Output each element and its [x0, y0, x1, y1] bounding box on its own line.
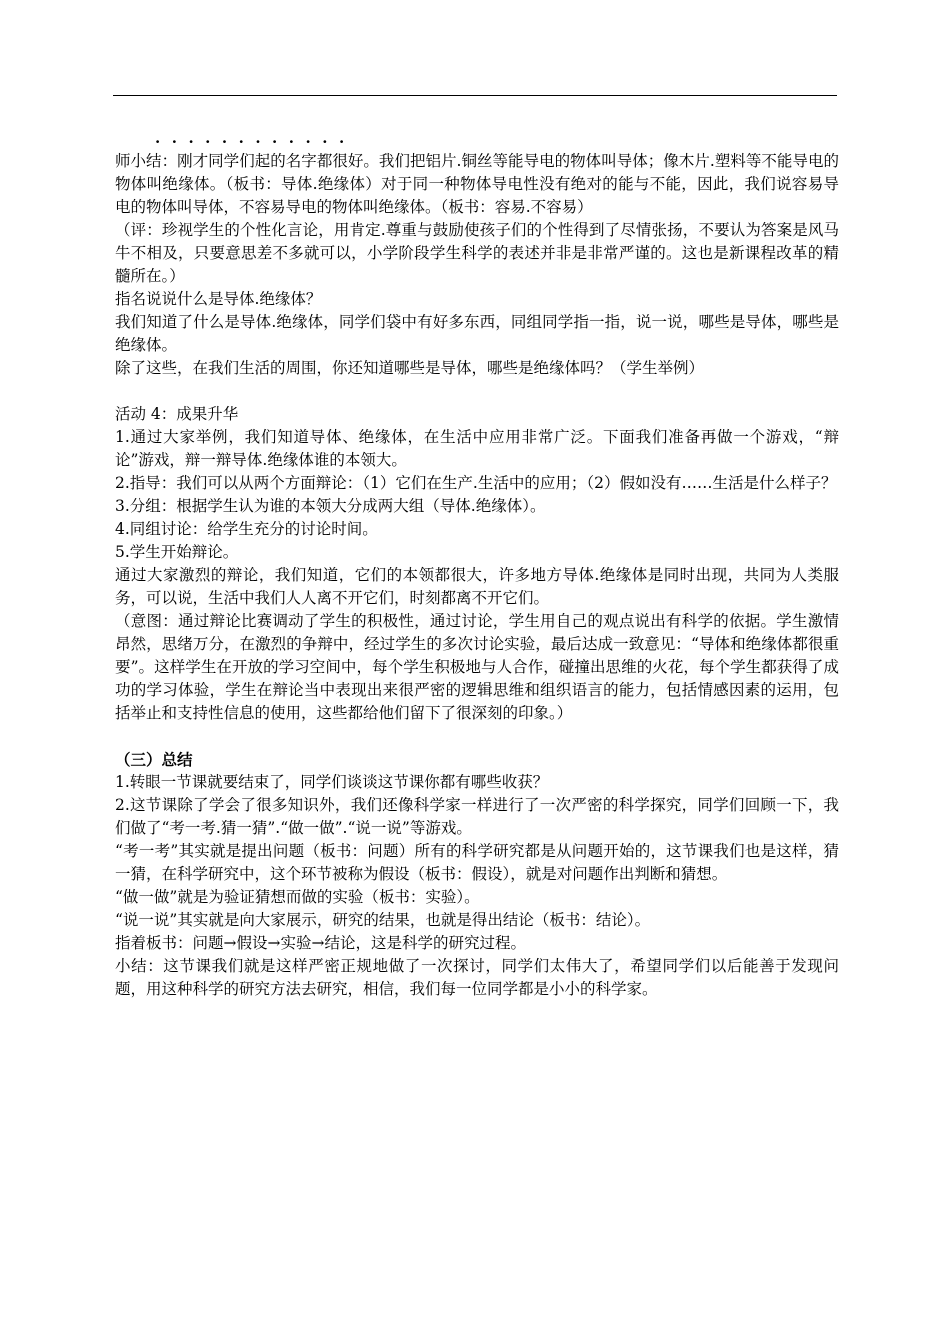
section-title: （三）总结 — [115, 750, 193, 769]
list-item-3: 3.分组：根据学生认为谁的本领大分成两大组（导体.绝缘体）。 — [115, 497, 546, 515]
paragraph-ask: “考一考”其实就是提出问题（板书：问题）所有的科学研究都是从问题开始的，这节课我们也是这样，猜一猜，在科学研究中，这个环节被称为假设（板书：假设），就是对问题作出判断和猜想。 — [115, 842, 839, 883]
emphasis-dots: ............ — [155, 129, 356, 147]
list-item-1: 1.通过大家举例，我们知道导体、绝缘体，在生活中应用非常广泛。下面我们准备再做一个游戏，“辩论”游戏，辩一辩导体.绝缘体谁的本领大。 — [115, 428, 839, 469]
paragraph-gap — [115, 380, 839, 403]
paragraph-board-process: 指着板书：问题→假设→实验→结论，这是科学的研究过程。 — [115, 934, 526, 952]
list-item-5: 5.学生开始辩论。 — [115, 543, 239, 561]
paragraph-group-activity: 我们知道了什么是导体.绝缘体，同学们袋中有好多东西，同组同学指一指，说一说，哪些是导体，哪些是绝缘体。 — [115, 313, 839, 354]
paragraph-comment: （评：珍视学生的个性化言论，用肯定.尊重与鼓励使孩子们的个性得到了尽情张扬，不要认为答案是风马牛不相及，只要意思差不多就可以，小学阶段学生科学的表述并非是非常严谨的。这也是新课程改革的精髓所在。） — [115, 221, 839, 285]
activity-heading: 活动 4：成果升华 — [115, 405, 239, 423]
paragraph-question: 指名说说什么是导体.绝缘体？ — [115, 290, 322, 308]
paragraph-gap — [115, 725, 839, 748]
paragraph-final-summary: 小结：这节课我们就是这样严密正规地做了一次探讨，同学们太伟大了，希望同学们以后能善于发现问题，用这种科学的研究方法去研究，相信，我们每一位同学都是小小的科学家。 — [115, 957, 839, 998]
paragraph-teacher-summary: 师小结：刚才同学们起的名字都很好。我们把铝片.铜丝等能导电的物体叫导体；像木片.塑料等不能导电的物体叫绝缘体。（板书：导体.绝缘体）对于同一种物体导电性没有绝对的能与不能，因此，我们说容易导电的物体叫导体，不容易导电的物体叫绝缘体。（板书：容易.不容易） — [115, 152, 839, 216]
paragraph-intent: （意图：通过辩论比赛调动了学生的积极性，通过讨论，学生用自己的观点说出有科学的依据。学生激情昂然，思绪万分，在激烈的争辩中，经过学生的多次讨论实验，最后达成一致意见：“导体和绝缘体都很重要”。这样学生在开放的学习空间中，每个学生积极地与人合作，碰撞出思维的火花，每个学生都获得了成功的学习体验，学生在辩论当中表现出来很严密的逻辑思维和组织语言的能力，包括情感因素的运用，包括举止和支持性信息的使用，这些都给他们留下了很深刻的印象。） — [115, 612, 839, 722]
summary-item-1: 1.转眼一节课就要结束了，同学们谈谈这节课你都有哪些收获？ — [115, 773, 549, 791]
document-body — [115, 127, 839, 1001]
list-item-4: 4.同组讨论：给学生充分的讨论时间。 — [115, 520, 378, 538]
paragraph-debate-result: 通过大家激烈的辩论，我们知道，它们的本领都很大，许多地方导体.绝缘体是同时出现，共同为人类服务，可以说，生活中我们人人离不开它们，时刻都离不开它们。 — [115, 566, 839, 607]
summary-item-2: 2.这节课除了学会了很多知识外，我们还像科学家一样进行了一次严密的科学探究，同学们回顾一下，我们做了“考一考.猜一猜”.“做一做”.“说一说”等游戏。 — [115, 796, 839, 837]
paragraph-say: “说一说”其实就是向大家展示，研究的结果，也就是得出结论（板书：结论）。 — [115, 911, 651, 929]
list-item-2: 2.指导：我们可以从两个方面辩论：（1）它们在生产.生活中的应用；（2）假如没有……生活是什么样子？ — [115, 474, 837, 492]
header-rule — [113, 95, 837, 96]
paragraph-examples: 除了这些，在我们生活的周围，你还知道哪些是导体，哪些是绝缘体吗？（学生举例） — [115, 359, 705, 377]
paragraph-do: “做一做”就是为验证猜想而做的实验（板书：实验）。 — [115, 888, 480, 906]
